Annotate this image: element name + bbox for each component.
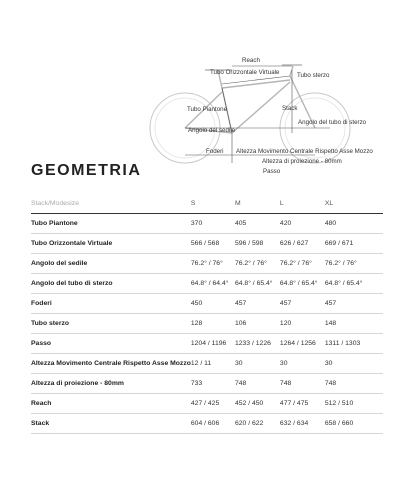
row-label: Altezza di proiezione - 80mm	[31, 380, 124, 387]
table-row	[31, 234, 383, 254]
label-tubo-piantone: Tubo Piantone	[187, 106, 228, 113]
cell-m: 64.8° / 65.4°	[234, 280, 273, 287]
table-row	[31, 274, 383, 294]
row-label: Tubo Orizzontale Virtuale	[31, 240, 113, 247]
cell-s: 450	[190, 300, 203, 307]
cell-l: 120	[279, 320, 292, 327]
label-reach: Reach	[242, 57, 260, 64]
row-label: Passo	[31, 340, 52, 347]
cell-l: 64.8° / 65.4°	[279, 280, 318, 287]
cell-xl: 748	[324, 380, 337, 387]
label-altezza-movimento: Altezza Movimento Centrale Rispetto Asse Mozzo	[236, 148, 373, 155]
cell-l: 30	[279, 360, 288, 367]
cell-m: 620 / 622	[234, 420, 264, 427]
cell-s: 128	[190, 320, 203, 327]
cell-s: 12 / 11	[190, 360, 212, 367]
cell-xl: 658 / 660	[324, 420, 354, 427]
cell-m: 405	[234, 220, 247, 227]
cell-m: 106	[234, 320, 247, 327]
row-label: Angolo del sedile	[31, 260, 88, 267]
cell-l: 420	[279, 220, 292, 227]
label-angolo-tubo-sterzo: Angolo del tubo di sterzo	[298, 119, 367, 126]
cell-m: 748	[234, 380, 247, 387]
row-label: Stack	[31, 420, 50, 427]
label-angolo-sedile: Angolo del sedile	[188, 127, 236, 134]
size-header-xl: XL	[324, 200, 334, 207]
table-row	[31, 254, 383, 274]
label-altezza-proiezione: Altezza di proiezione - 80mm	[262, 158, 342, 165]
table-row	[31, 394, 383, 414]
cell-m: 30	[234, 360, 243, 367]
table-header-row	[31, 194, 383, 214]
row-label: Angolo del tubo di sterzo	[31, 280, 113, 287]
cell-m: 457	[234, 300, 247, 307]
label-passo: Passo	[263, 168, 281, 175]
cell-l: 76.2° / 76°	[279, 260, 312, 267]
row-label: Tubo Piantone	[31, 220, 78, 227]
label-foderi: Foderi	[206, 148, 224, 155]
table-row	[31, 294, 383, 314]
cell-l: 457	[279, 300, 292, 307]
label-tubo-sterzo: Tubo sterzo	[297, 72, 330, 79]
cell-m: 1233 / 1226	[234, 340, 271, 347]
row-label: Reach	[31, 400, 52, 407]
cell-xl: 457	[324, 300, 337, 307]
cell-s: 76.2° / 76°	[190, 260, 223, 267]
cell-xl: 64.8° / 65.4°	[324, 280, 363, 287]
cell-s: 370	[190, 220, 203, 227]
label-stack: Stack	[282, 105, 298, 112]
table-row	[31, 354, 383, 374]
cell-m: 452 / 450	[234, 400, 264, 407]
cell-s: 733	[190, 380, 203, 387]
size-header-m: M	[234, 200, 241, 207]
cell-xl: 480	[324, 220, 337, 227]
table-row	[31, 214, 383, 234]
cell-xl: 76.2° / 76°	[324, 260, 357, 267]
cell-xl: 512 / 510	[324, 400, 354, 407]
cell-l: 477 / 475	[279, 400, 309, 407]
cell-xl: 148	[324, 320, 337, 327]
tubo-orizzontale-line	[222, 76, 290, 84]
row-label: Foderi	[31, 300, 52, 307]
cell-s: 1204 / 1196	[190, 340, 227, 347]
cell-s: 566 / 568	[190, 240, 220, 247]
cell-m: 596 / 598	[234, 240, 264, 247]
header-label: Stack/Modesize	[31, 200, 79, 207]
cell-m: 76.2° / 76°	[234, 260, 267, 267]
page-title: GEOMETRIA	[31, 162, 142, 179]
table-row	[31, 334, 383, 354]
label-tubo-orizzontale: Tubo Orizzontale Virtuale	[210, 69, 280, 76]
cell-s: 604 / 606	[190, 420, 220, 427]
cell-xl: 669 / 671	[324, 240, 354, 247]
table-row	[31, 314, 383, 334]
cell-xl: 30	[324, 360, 333, 367]
cell-s: 427 / 425	[190, 400, 220, 407]
cell-l: 748	[279, 380, 292, 387]
geometry-table	[31, 194, 383, 434]
cell-l: 1264 / 1256	[279, 340, 316, 347]
row-label: Tubo sterzo	[31, 320, 70, 327]
cell-s: 64.8° / 64.4°	[190, 280, 229, 287]
cell-l: 626 / 627	[279, 240, 309, 247]
cell-xl: 1311 / 1303	[324, 340, 361, 347]
cell-l: 632 / 634	[279, 420, 309, 427]
table-row	[31, 374, 383, 394]
size-header-l: L	[279, 200, 284, 207]
table-row	[31, 414, 383, 434]
row-label: Altezza Movimento Centrale Rispetto Asse Mozzo	[31, 360, 191, 367]
size-header-s: S	[190, 200, 196, 207]
